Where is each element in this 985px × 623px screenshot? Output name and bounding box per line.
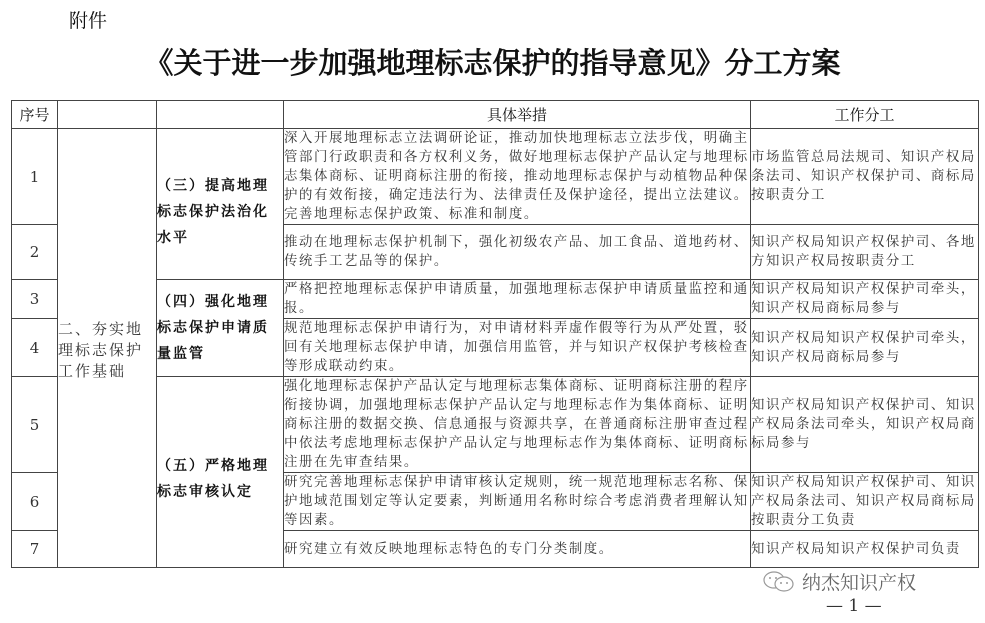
row-seq: 3 [12, 280, 58, 319]
table-row [12, 377, 979, 473]
header-seq: 序号 [12, 101, 58, 129]
row-seq: 1 [12, 129, 58, 225]
measure-cell: 研究完善地理标志保护申请审核认定规则，统一规范地理标志名称、保护地域范围划定等认定要素，判断通用名称时综合考虑消费者理解认知等因素。 [284, 473, 751, 531]
division-cell: 市场监管总局法规司、知识产权局条法司、知识产权保护司、商标局按职责分工 [751, 129, 979, 225]
row-seq: 2 [12, 225, 58, 280]
header-col3 [157, 101, 284, 129]
document-title: 《关于进一步加强地理标志保护的指导意见》分工方案 [144, 46, 841, 80]
division-cell: 知识产权局知识产权保护司牵头，知识产权局商标局参与 [751, 280, 979, 319]
measure-cell: 研究建立有效反映地理标志特色的专门分类制度。 [284, 531, 751, 568]
row-seq: 4 [12, 319, 58, 377]
row-seq: 6 [12, 473, 58, 531]
table-header-row [12, 101, 979, 129]
row-seq: 5 [12, 377, 58, 473]
group-cell: （四）强化地理标志保护申请质量监管 [157, 280, 284, 377]
table-row [12, 280, 979, 319]
measure-cell: 严格把控地理标志保护申请质量，加强地理标志保护申请质量监控和通报。 [284, 280, 751, 319]
header-division: 工作分工 [751, 101, 979, 129]
table-row [12, 129, 979, 225]
measure-cell: 深入开展地理标志立法调研论证，推动加快地理标志立法步伐，明确主管部门行政职责和各方权利义务，做好地理标志保护产品认定与地理标志集体商标、证明商标注册的衔接，推动地理标志保护与动植物品种保护的有效衔接，确定违法行为、法律责任及保护途径，提出立法建议。完善地理标志保护政策、标准和制度。 [284, 129, 751, 225]
page-number: — 1 — [826, 596, 882, 616]
row-seq: 7 [12, 531, 58, 568]
header-measures: 具体举措 [284, 101, 751, 129]
wechat-icon [762, 570, 796, 594]
division-cell: 知识产权局知识产权保护司、知识产权局条法司牵头，知识产权局商标局参与 [751, 377, 979, 473]
section-label: 二、夯实地理标志保护工作基础 [58, 320, 144, 380]
division-cell: 知识产权局知识产权保护司、各地方知识产权局按职责分工 [751, 225, 979, 280]
watermark [762, 568, 916, 595]
attachment-label: 附件 [69, 10, 108, 32]
group-cell: （三）提高地理标志保护法治化水平 [157, 129, 284, 280]
section-cell [58, 129, 157, 568]
group-cell: （五）严格地理标志审核认定 [157, 377, 284, 568]
division-cell: 知识产权局知识产权保护司牵头，知识产权局商标局参与 [751, 319, 979, 377]
division-cell: 知识产权局知识产权保护司负责 [751, 531, 979, 568]
measure-cell: 规范地理标志保护申请行为，对申请材料弄虚作假等行为从严处置，驳回有关地理标志保护申请，加强信用监管，并与知识产权保护考核检查等形成联动约束。 [284, 319, 751, 377]
measure-cell: 强化地理标志保护产品认定与地理标志集体商标、证明商标注册的程序衔接协调，加强地理标志保护产品认定与地理标志作为集体商标、证明商标注册的数据交换、信息通报与资源共享，在普通商标注册审查过程中依法考虑地理标志保护产品认定与地理标志作为集体商标、证明商标注册在先审查结果。 [284, 377, 751, 473]
header-col2 [58, 101, 157, 129]
watermark-text: 纳杰知识产权 [802, 572, 917, 594]
measure-cell: 推动在地理标志保护机制下，强化初级农产品、加工食品、道地药材、传统手工艺品等的保护。 [284, 225, 751, 280]
division-cell: 知识产权局知识产权保护司、知识产权局条法司、知识产权局商标局按职责分工负责 [751, 473, 979, 531]
division-plan-table [11, 100, 979, 568]
